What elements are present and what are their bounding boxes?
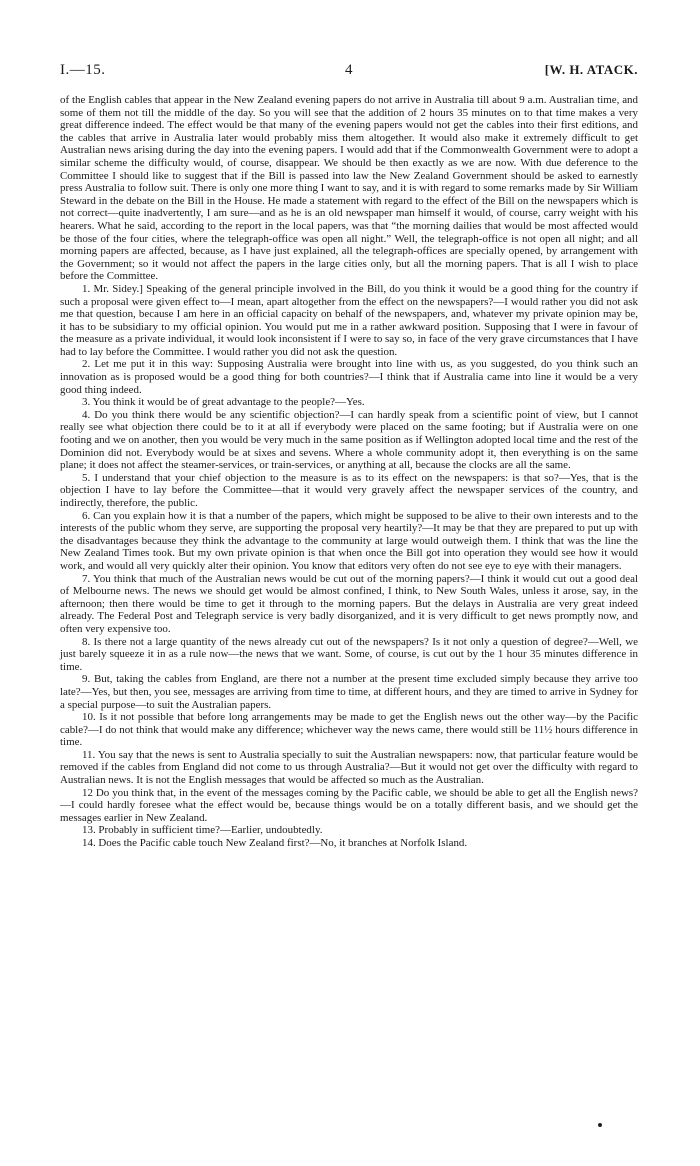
question-14: 14. Does the Pacific cable touch New Zealand first?—No, it branches at Norfolk Island.: [82, 837, 468, 850]
page-header: [60, 62, 638, 86]
document-body: [60, 94, 638, 850]
question-8: 8. Is there not a large quantity of the news already cut out of the newspapers? Is it not only a question of degree?—Well, we just barely squeeze it in as a rule now—the news that we want. Some, of course, is cut out by the 1 hour 35 minutes difference in time.: [60, 635, 638, 673]
witness-name: [W. H. ATACK.: [544, 62, 638, 77]
question-1: 1. Mr. Sidey.] Speaking of the general principle involved in the Bill, do you think it would be a good thing for the country if such a proposal were given effect to—I mean, apart altogether from the effect on the newspapers?—I would rather you did not ask me that question, because I am here in an official capacity on behalf of the newspapers, and, whatever my private opinion may be, it has to be subsidiary to my official opinion. You would put me in a rather awkward position. Supposing that I were in favour of the measure as a private individual, it would look inconsistent if I were to say so, in face of the very grave circumstances that I have had to lay before the Committee. I would rather you did not ask the question.: [60, 282, 638, 358]
question-13: 13. Probably in sufficient time?—Earlier, undoubtedly.: [82, 824, 323, 837]
question-11: 11. You say that the news is sent to Australia specially to suit the Australian newspapers: now, that particular feature would be removed if the cables from England did not come to us through Australia?—But it would not get over the difficulty with regard to Australian news. It is not the English messages that would be affected so much as the Australian.: [60, 748, 638, 787]
question-5: 5. I understand that your chief objection to the measure is as to its effect on the newspapers: is that so?—Yes, that is the objection I have to lay before the Committee—that it would very gravely affect the newspaper services of the country, and indirectly, therefore, the public.: [60, 471, 638, 509]
question-9: 9. But, taking the cables from England, are there not a number at the present time excluded simply because they arrive too late?—Yes, but then, you see, messages are arriving from time to time, at different hours, and they are timed to arrive in Sydney for a special purpose—to suit the Australian papers.: [60, 673, 638, 711]
paragraph-continuation: of the English cables that appear in the New Zealand evening papers do not arrive in Australia till about 9 a.m. Australian time, and some of them not till the middle of the day. So you will see that the addition of 2 hours 35 minutes on to that time makes a very great difference indeed. The effect would be that many of the evening papers would not get the cables into their first editions, and the cables that arrive in Australia later would probably miss them altogether. It would also make it extremely difficult to get Australian news arising during the day into the evening papers. I would add that if the Commonwealth Government were to adopt a similar scheme the difficulty would, of course, disappear. We should be then exactly as we are now. With due deference to the Committee I should like to suggest that if the Bill is passed into law the New Zealand Government should be asked to earnestly press Australia to follow suit. There is only one more thing I want to say, and it is with regard to some remarks made by Sir William Steward in the debate on the Bill in the House. He made a statement with regard to the effect of the Bill on the newspapers which is not correct—quite inadvertently, I am sure—and as he is an old newspaper man himself it would, of course, carry weight with his hearers. What he said, according to the report in the local papers, was that “the morning dailies that would be most affected would be those of the four cities, where the telegraph-office was open all night.” Well, the telegraph-office is not open all night; and all morning papers are affected, because, as I have just explained, all the telegraph-offices are specially opened, by arrangement with the Government; so it would not affect the papers in the large cities only, but all the morning papers. That is all I wish to place before the Committee.: [60, 94, 638, 283]
question-2: 2. Let me put it in this way: Supposing Australia were brought into line with us, as you suggested, do you think such an innovation as is proposed would be a good thing for both countries?—I think that if Australia came into line it would be a very good thing indeed.: [60, 358, 638, 396]
paper-reference: I.—15.: [60, 62, 106, 78]
question-6: 6. Can you explain how it is that a number of the papers, which might be supposed to be alive to their own interests and to the interests of the public whom they serve, are supporting the proposal very heartily?—It may be that they are prepared to put up with the disadvantages because they think the advantage to the community at large would outweigh them. I think that was the line the New Zealand Times took. But my own private opinion is that when once the Bill got into operation they would see how it would work, and would all very quickly alter their opinion. You know that editors very often do not see eye to eye with their managers.: [60, 509, 638, 572]
question-7: 7. You think that much of the Australian news would be cut out of the morning papers?—I think it would cut out a good deal of Melbourne news. The news we should get would be almost confined, I think, to New South Wales, unless it arose, say, in the afternoon; then there would be time to get it through to the morning papers. But the delays in Australia are very great indeed already. The Federal Post and Telegraph service is very badly disorganized, and it is very difficult to get news promptly now, and often very expensive too.: [60, 572, 638, 635]
question-3: 3. You think it would be of great advantage to the people?—Yes.: [82, 396, 365, 409]
question-12: 12 Do you think that, in the event of the messages coming by the Pacific cable, we should be able to get all the English news?—I could hardly foresee what the effect would be, because things would be on a totally different basis, and we should get the messages earlier in New Zealand.: [60, 786, 638, 824]
question-10: 10. Is it not possible that before long arrangements may be made to get the English news out the other way—by the Pacific cable?—I do not think that would make any difference; whichever way the news came, there would still be 11½ hours difference in time.: [60, 711, 638, 749]
page-mark-dot: [598, 1123, 602, 1127]
question-4: 4. Do you think there would be any scientific objection?—I can hardly speak from a scientific point of view, but I cannot really see what objection there could be to it at all if everybody were placed on the same footing; but if Australia were on one footing and we on another, then you would be very much in the same position as if Wellington adopted local time and the rest of the Dominion did not. Everybody would be at sixes and sevens. Where a whole community adopt it, then everything is on the same plane; it does not affect the steamer-services, or train-services, or anything at all, because the clocks are all the same.: [60, 408, 638, 472]
page-number: 4: [345, 62, 353, 78]
